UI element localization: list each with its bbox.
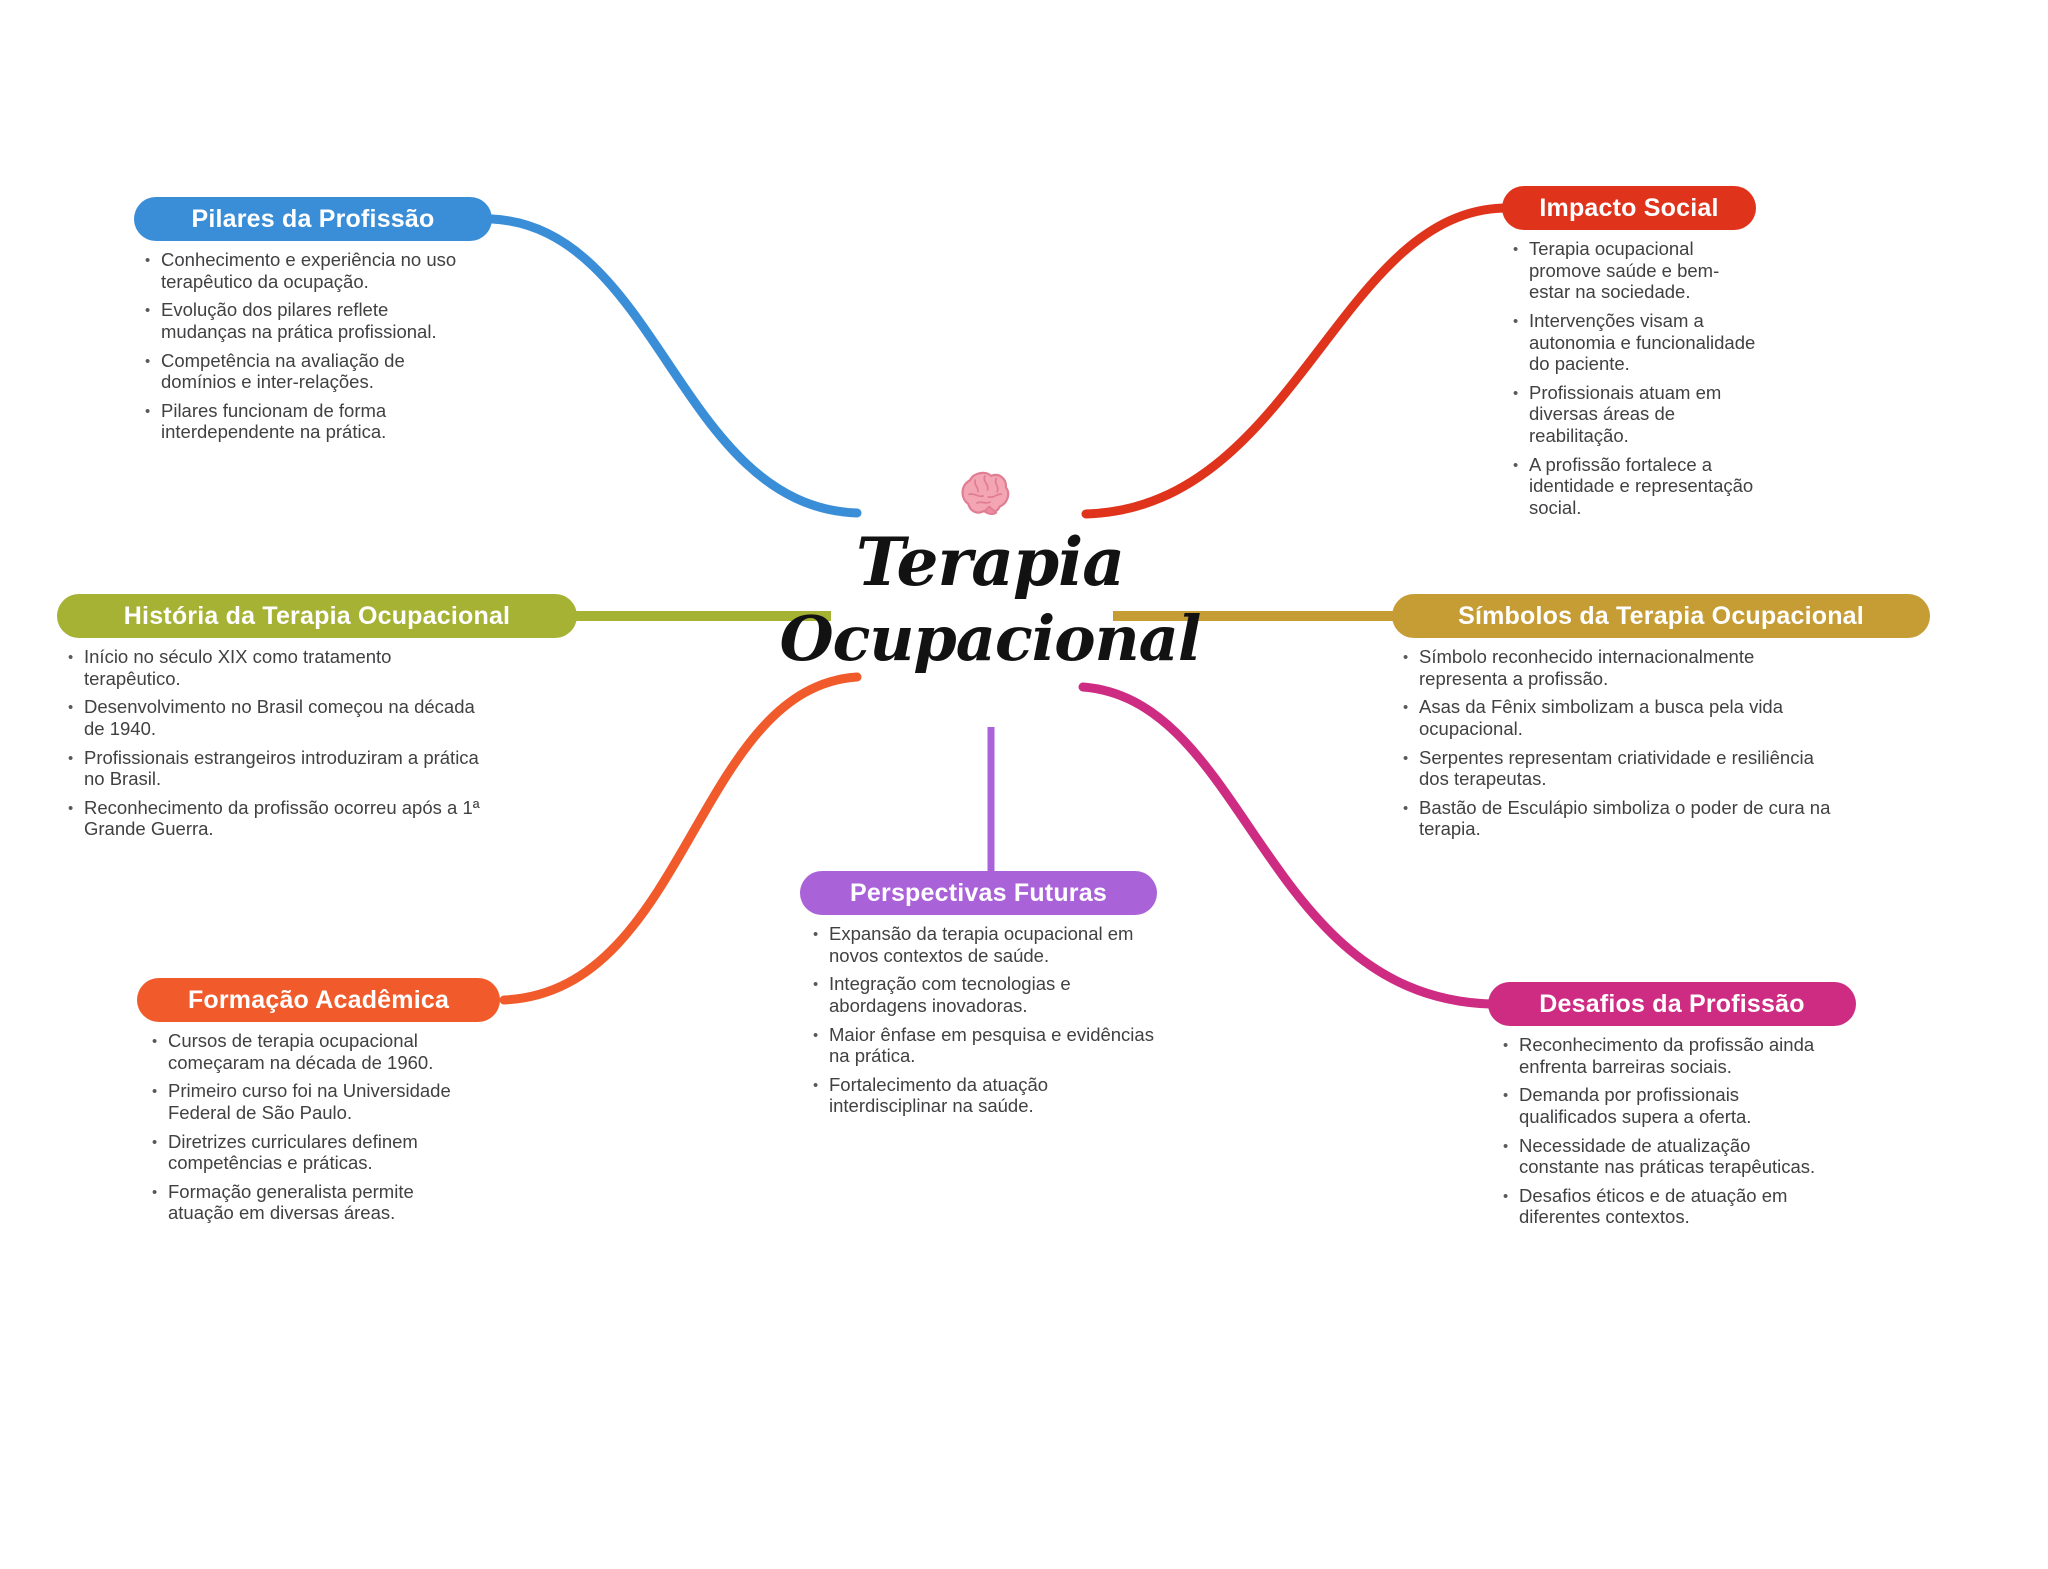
bullet-item: • Maior ênfase em pesquisa e evidências na prática. xyxy=(808,1024,1158,1067)
bullet-item: • Reconhecimento da profissão ocorreu após a 1ª Grande Guerra. xyxy=(63,797,483,840)
bullet-item: • Primeiro curso foi na Universidade Federal de São Paulo. xyxy=(147,1080,477,1123)
branch-formacao-pill[interactable]: Formação Acadêmica xyxy=(137,978,500,1022)
bullet-item: • Conhecimento e experiência no uso terapêutico da ocupação. xyxy=(140,249,470,292)
bullet-item: • Terapia ocupacional promove saúde e bem-estar na sociedade. xyxy=(1508,238,1758,303)
branch-historia-da-terapia-ocupacional xyxy=(57,594,577,847)
branch-formacao-academica xyxy=(137,978,500,1231)
branch-formacao-bullets xyxy=(147,1030,477,1224)
branch-perspectivas-futuras xyxy=(800,871,1158,1124)
bullet-item: • Profissionais estrangeiros introduziram a prática no Brasil. xyxy=(63,747,483,790)
bullet-item: • Integração com tecnologias e abordagens inovadoras. xyxy=(808,973,1158,1016)
bullet-item: • Pilares funcionam de forma interdependente na prática. xyxy=(140,400,470,443)
bullet-item: • Formação generalista permite atuação em diversas áreas. xyxy=(147,1181,477,1224)
bullet-item: • Início no século XIX como tratamento terapêutico. xyxy=(63,646,483,689)
bullet-item: • Desenvolvimento no Brasil começou na década de 1940. xyxy=(63,696,483,739)
bullet-item: • Asas da Fênix simbolizam a busca pela vida ocupacional. xyxy=(1398,696,1838,739)
branch-desafios-bullets xyxy=(1498,1034,1828,1228)
bullet-item: • Necessidade de atualização constante nas práticas terapêuticas. xyxy=(1498,1135,1828,1178)
bullet-item: • A profissão fortalece a identidade e representação social. xyxy=(1508,454,1758,519)
branch-historia-pill[interactable]: História da Terapia Ocupacional xyxy=(57,594,577,638)
branch-pilares-da-profissao xyxy=(134,197,492,450)
central-topic[interactable] xyxy=(770,524,1210,675)
branch-impacto-bullets xyxy=(1508,238,1758,519)
branch-simbolos-bullets xyxy=(1398,646,1838,840)
central-topic-line2: Ocupacional xyxy=(779,601,1201,675)
central-topic-line1: Terapia xyxy=(855,523,1125,601)
bullet-item: • Fortalecimento da atuação interdisciplinar na saúde. xyxy=(808,1074,1158,1117)
bullet-item: • Cursos de terapia ocupacional começaram na década de 1960. xyxy=(147,1030,477,1073)
bullet-item: • Demanda por profissionais qualificados supera a oferta. xyxy=(1498,1084,1828,1127)
connector-pilares xyxy=(492,219,857,513)
bullet-item: • Diretrizes curriculares definem competências e práticas. xyxy=(147,1131,477,1174)
branch-perspectivas-bullets xyxy=(808,923,1158,1117)
branch-impacto-social xyxy=(1502,186,1758,526)
brain-icon xyxy=(955,468,1013,524)
bullet-item: • Símbolo reconhecido internacionalmente representa a profissão. xyxy=(1398,646,1838,689)
branch-desafios-pill[interactable]: Desafios da Profissão xyxy=(1488,982,1856,1026)
branch-desafios-da-profissao xyxy=(1488,982,1856,1235)
branch-impacto-pill[interactable]: Impacto Social xyxy=(1502,186,1756,230)
branch-historia-bullets xyxy=(63,646,483,840)
bullet-item: • Competência na avaliação de domínios e inter-relações. xyxy=(140,350,470,393)
branch-pilares-pill[interactable]: Pilares da Profissão xyxy=(134,197,492,241)
bullet-item: • Serpentes representam criatividade e resiliência dos terapeutas. xyxy=(1398,747,1838,790)
bullet-item: • Desafios éticos e de atuação em diferentes contextos. xyxy=(1498,1185,1828,1228)
bullet-item: • Expansão da terapia ocupacional em novos contextos de saúde. xyxy=(808,923,1158,966)
branch-simbolos-pill[interactable]: Símbolos da Terapia Ocupacional xyxy=(1392,594,1930,638)
connector-impacto xyxy=(1086,208,1504,514)
bullet-item: • Intervenções visam a autonomia e funcionalidade do paciente. xyxy=(1508,310,1758,375)
bullet-item: • Evolução dos pilares reflete mudanças na prática profissional. xyxy=(140,299,470,342)
branch-simbolos-da-terapia-ocupacional xyxy=(1392,594,1930,847)
branch-pilares-bullets xyxy=(140,249,470,443)
bullet-item: • Reconhecimento da profissão ainda enfrenta barreiras sociais. xyxy=(1498,1034,1828,1077)
branch-perspectivas-pill[interactable]: Perspectivas Futuras xyxy=(800,871,1157,915)
bullet-item: • Profissionais atuam em diversas áreas de reabilitação. xyxy=(1508,382,1758,447)
bullet-item: • Bastão de Esculápio simboliza o poder de cura na terapia. xyxy=(1398,797,1838,840)
